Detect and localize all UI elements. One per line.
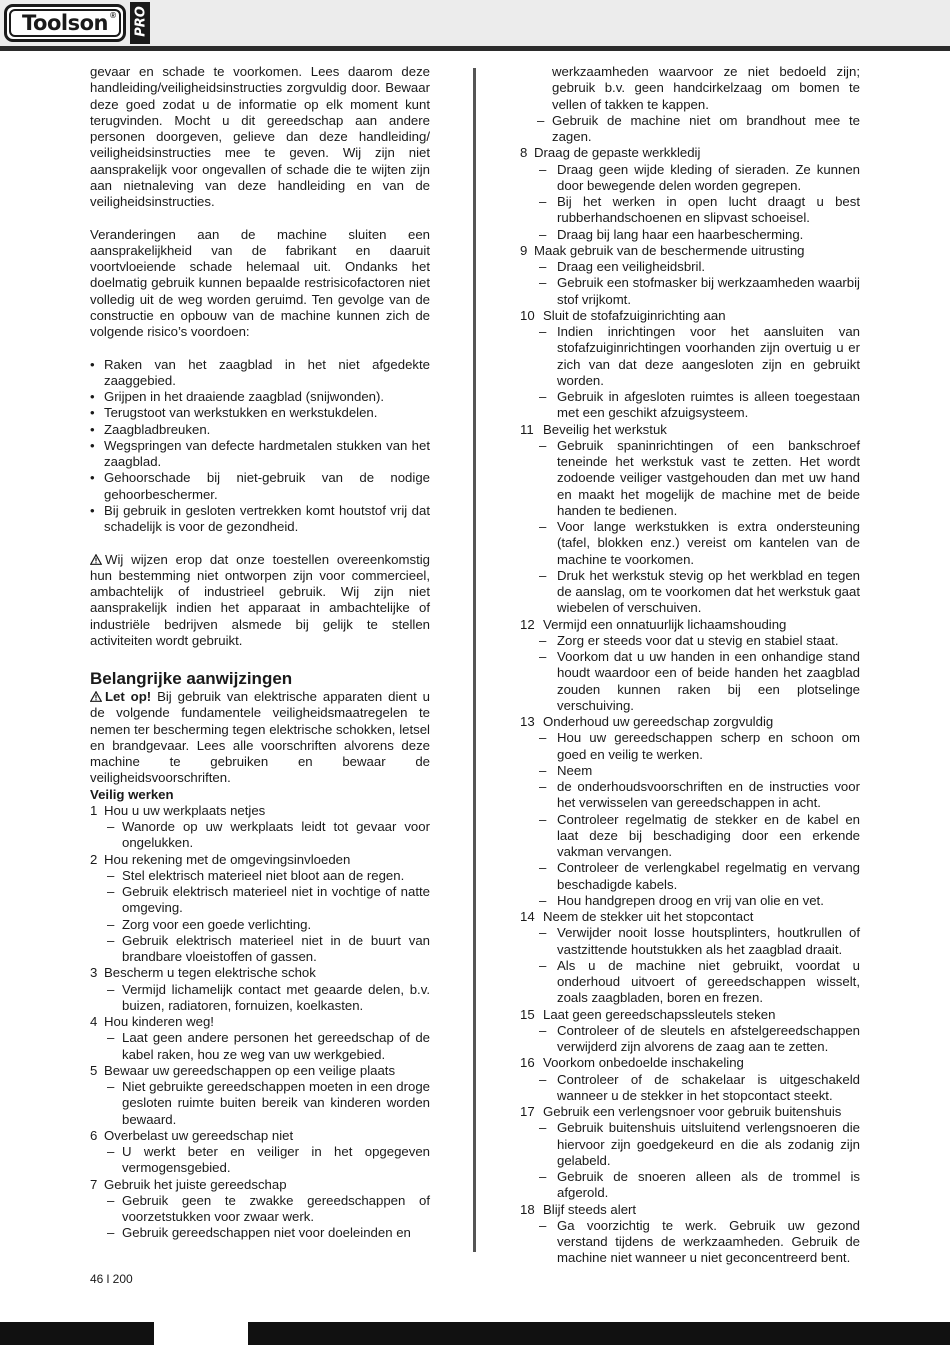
list-item: – U werkt beter en veiliger in het opgegeven vermogensgebied.	[107, 1144, 430, 1176]
risk-intro-paragraph: Veranderingen aan de machine sluiten een aansprakelijkheid van de fabrikant en daaruit voortvloeiende schade helemaal uit. Ondanks het doelmatig gebruik kunnen bepaalde restrisicofactoren niet volledig uit de weg worden geruimd. Ten gevolge van de constructie en opbouw van de machine kunnen zich de volgende risico’s voordoen:	[90, 226, 430, 339]
list-item: • Grijpen in het draaiende zaagblad (snijwonden).	[90, 389, 385, 404]
list-item: – Gebruik de machine niet om brandhout mee te zagen.	[537, 112, 860, 144]
list-item: – Gebruik geen te zwakke gereedschappen of voorzetstukken voor zwaar werk.	[107, 1192, 430, 1224]
right-column	[520, 64, 860, 1267]
numbered-item-title: 10 Sluit de stofafzuiginrichting aan	[520, 307, 726, 323]
list-item: – Controleer regelmatig de stekker en de kabel en laat deze bij beschadiging door een erkende vakman vervangen.	[539, 811, 860, 859]
numbered-item-title: 18 Blijf steeds alert	[520, 1201, 637, 1217]
subheading: Veilig werken	[90, 786, 174, 802]
numbered-item-title: 2 Hou rekening met de omgevingsinvloeden	[90, 851, 351, 867]
list-item: – Hou uw gereedschappen scherp en schoon om goed en veilig te werken.	[539, 730, 860, 762]
list-item: – Draag bij lang haar een haarbescherming.	[539, 226, 804, 242]
numbered-item-title: 3 Bescherm u tegen elektrische schok	[90, 965, 316, 981]
list-item: • Bij gebruik in gesloten vertrekken komt houtstof vrij dat schadelijk is voor de gezondheid.	[90, 502, 430, 534]
list-item: • Wegspringen van defecte hardmetalen stukken van het zaagblad.	[90, 437, 430, 469]
list-item: – Neem	[539, 762, 593, 778]
list-item: – Gebruik buitenshuis uitsluitend verlengsnoeren die hiervoor zijn goedgekeurd en die als zodanig zijn gelabeld.	[539, 1120, 860, 1168]
safety-list-left	[90, 803, 430, 1242]
list-item: – Als u de machine niet gebruikt, voordat u onderhoud uitvoert of gereedschappen wisselt, zoals zaagbladen, boren en frezen.	[539, 957, 860, 1006]
footer-bar-left	[0, 1322, 154, 1345]
numbered-item-title: 16 Voorkom onbedoelde inschakeling	[520, 1055, 744, 1071]
list-item: • Terugstoot van werkstukken en werkstukdelen.	[90, 405, 378, 421]
numbered-item-title: 7 Gebruik het juiste gereedschap	[90, 1176, 287, 1192]
numbered-item-title: 6 Overbelast uw gereedschap niet	[90, 1127, 294, 1143]
footer-bar-right	[248, 1322, 950, 1345]
numbered-item-title: 17 Gebruik een verlengsnoer voor gebruik buitenshuis	[520, 1104, 842, 1119]
list-item: – Gebruik gereedschappen niet voor doeleinden en	[107, 1225, 411, 1241]
numbered-item-title: 1 Hou u uw werkplaats netjes	[90, 802, 266, 818]
list-item: – Gebruik elektrisch materieel niet in de buurt van brandbare vloeistoffen of gassen.	[107, 932, 430, 964]
list-item: • Raken van het zaagblad in het niet afgedekte zaaggebied.	[90, 356, 430, 388]
numbered-item-title: 11 Beveilig het werkstuk	[520, 421, 667, 437]
pro-label: PRO	[133, 6, 149, 37]
list-item: – Gebruik elektrisch materieel niet in vochtige of natte omgeving.	[107, 884, 430, 916]
numbered-item-title: 8 Draag de gepaste werkkledij	[520, 145, 701, 161]
safety-list-right	[520, 145, 860, 1266]
warning-icon	[90, 691, 102, 702]
numbered-item-title: 5 Bewaar uw gereedschappen op een veilige plaats	[90, 1062, 396, 1078]
left-column	[90, 64, 430, 1242]
list-item: – Stel elektrisch materieel niet bloot aan de regen.	[107, 867, 405, 883]
logo-frame	[9, 9, 121, 37]
numbered-item-title: 15 Laat geen gereedschapssleutels steken	[520, 1006, 776, 1022]
list-item: – Verwijder nooit losse houtsplinters, houtkrullen of vastzittende houtstukken als het zaagblad draait.	[539, 925, 860, 957]
column-divider	[473, 68, 476, 1252]
list-item: – Laat geen andere personen het gereedschap of de kabel raken, hou ze weg van uw werkgebied.	[107, 1030, 430, 1062]
list-item: – Hou handgrepen droog en vrij van olie en vet.	[539, 892, 824, 908]
let-op-paragraph: Let op! Bij gebruik van elektrische apparaten dient u de volgende fundamentele veiligheidsmaatregelen te nemen ter bescherming tegen elektrische schokken, letsel en brandgevaar. Lees alle voorschriften alvorens deze machine te gebruiken en bewaar de veiligheidsvoorschriften.	[90, 689, 430, 786]
list-item: – Ga voorzichtig te werk. Gebruik uw gezond verstand tijdens de werkzaamheden. Gebruik de machine niet wanneer u niet geconcentreerd bent.	[539, 1217, 860, 1266]
intro-paragraph: gevaar en schade te voorkomen. Lees daarom deze handleiding/veiligheidsinstructies zorgvuldig door. Bewaar deze goed zodat u de informatie op elk moment kunt terugvinden. Mocht u dit gereedschap aan andere personen doorgeven, gelieve dan deze handleiding/ veiligheidsinstructies mee te geven. Wij zijn niet aansprakelijk voor ongevallen of schade die te wijten zijn aan nietnaleving van deze handleiding en van de veiligheidsinstructies.	[90, 64, 430, 209]
list-item: – Indien inrichtingen voor het aansluiten van stofafzuiginrichtingen voorhanden zijn overtuig u er zich van dat deze aangesloten zijn en gebruikt worden.	[539, 324, 860, 388]
warning-paragraph: Wij wijzen erop dat onze toestellen overeenkomstig hun bestemming niet ontworpen zijn voor commercieel, ambachtelijk of industrieel gebruik. Wij zijn niet aansprakelijk indien het apparaat in ambachtelijke of industriële bedrijven alsmede bij gelijk te stellen activiteiten wordt gebruikt.	[90, 551, 430, 648]
page-number: 46 l 200	[90, 1272, 133, 1286]
list-item: – Controleer of de sleutels en afstelgereedschappen verwijderd zijn alvorens de zaag aan te zetten.	[539, 1022, 860, 1054]
list-item: – Voorkom dat u uw handen in een onhandige stand houdt waardoor een of beide handen het zaagblad zouden kunnen raken bij een plotselinge verschuiving.	[539, 649, 860, 713]
list-item: • Gehoorschade bij niet-gebruik van de nodige gehoorbeschermer.	[90, 470, 430, 502]
numbered-item-title: 12 Vermijd een onnatuurlijk lichaamshouding	[520, 616, 787, 632]
list-item: – Vermijd lichamelijk contact met geaarde delen, b.v. buizen, radiatoren, fornuizen, koelkasten.	[107, 981, 430, 1013]
warning-icon	[90, 554, 102, 565]
numbered-item-title: 9 Maak gebruik van de beschermende uitrusting	[520, 242, 805, 258]
numbered-item-title: 13 Onderhoud uw gereedschap zorgvuldig	[520, 714, 774, 729]
list-item: – Druk het werkstuk stevig op het werkblad en tegen de aanslag, om te voorkomen dat het werkstuk gaat wiebelen of verschuiven.	[539, 567, 860, 616]
list-item: – Draag een veiligheidsbril.	[539, 259, 706, 274]
list-item: – Gebruik spaninrichtingen of een bankschroef teneinde het werkstuk vast te zetten. Het wordt zodoende veiliger vastgehouden dan met uw hand en maakt het mogelijk de machine met de beide handen te bedienen.	[539, 437, 860, 518]
list-item: – Controleer of de schakelaar is uitgeschakeld wanneer u de stekker in het stopcontact steekt.	[539, 1071, 860, 1103]
list-item: – Bij het werken in open lucht draagt u best rubberhandschoenen en slipvast schoeisel.	[539, 194, 860, 226]
numbered-item-title: 4 Hou kinderen weg!	[90, 1014, 214, 1029]
list-item: – Controleer de verlengkabel regelmatig en vervang beschadigde kabels.	[539, 860, 860, 892]
list-item: – Gebruik de snoeren alleen als de trommel is afgerold.	[539, 1169, 860, 1201]
logo-text: Toolson	[22, 11, 108, 35]
list-item: – Gebruik in afgesloten ruimtes is alleen toegestaan met een geschikt afzuigsysteem.	[539, 389, 860, 421]
header-rule	[0, 46, 950, 51]
section-title: Belangrijke aanwijzingen	[90, 669, 293, 688]
list-item: – Draag geen wijde kleding of sieraden. Ze kunnen door bewegende delen worden gegrepen.	[539, 161, 860, 193]
risk-list	[90, 357, 430, 536]
list-item: – Wanorde op uw werkplaats leidt tot gevaar voor ongelukken.	[107, 819, 430, 851]
numbered-item-title: 14 Neem de stekker uit het stopcontact	[520, 909, 754, 924]
list-item: – Niet gebruikte gereedschappen moeten in een droge gesloten ruimte buiten bereik van kinderen worden bewaard.	[107, 1079, 430, 1127]
list-item: – Voor lange werkstukken is extra ondersteuning (tafel, blokken enz.) vereist om kantelen van de machine te voorkomen.	[539, 519, 860, 567]
list-item: werkzaamheden waarvoor ze niet bedoeld zijn; gebruik b.v. geen handcirkelzaag om bomen te vellen of takken te kappen.	[552, 64, 860, 112]
toolson-logo	[4, 4, 126, 42]
list-item: – Gebruik een stofmasker bij werkzaamheden waarbij stof vrijkomt.	[539, 275, 860, 307]
list-item: – Zorg er steeds voor dat u stevig en stabiel staat.	[539, 632, 839, 648]
list-item: • Zaagbladbreuken.	[90, 421, 211, 437]
registered-mark: ®	[110, 11, 116, 20]
list-item: – Zorg voor een goede verlichting.	[107, 916, 312, 932]
list-item: – de onderhoudsvoorschriften en de instructies voor het verwisselen van gereedschappen in acht.	[539, 779, 860, 811]
